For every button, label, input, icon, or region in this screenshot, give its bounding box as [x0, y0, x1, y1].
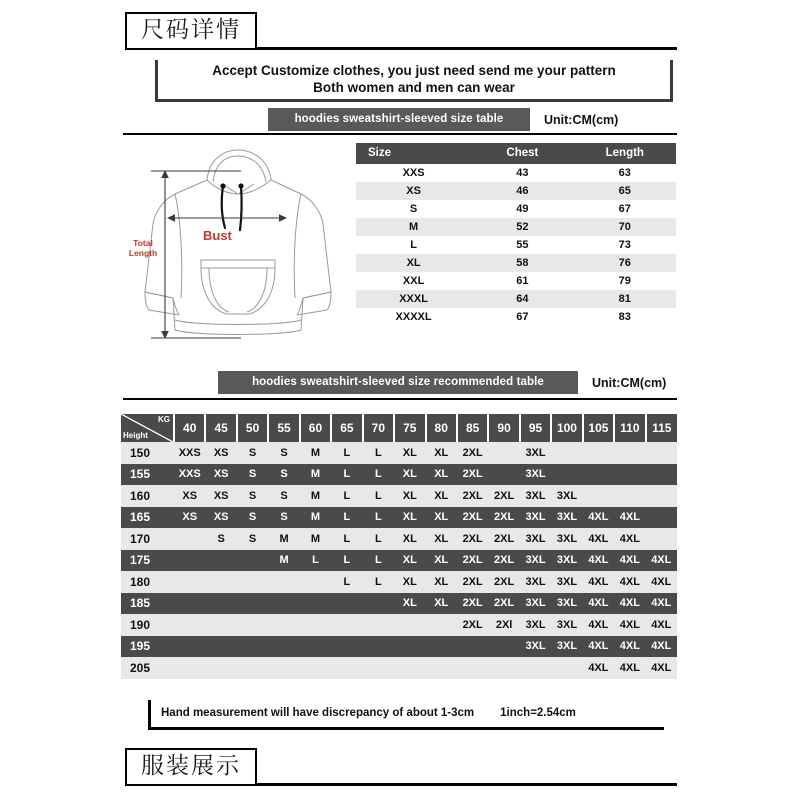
- length-cell: 76: [574, 254, 676, 272]
- matrix-weight-header: 100: [551, 414, 582, 442]
- matrix-cell: XL: [394, 593, 425, 615]
- matrix-cell: XS: [205, 464, 236, 486]
- matrix-cell: [457, 657, 488, 679]
- matrix-cell: 4XL: [646, 657, 677, 679]
- matrix-cell: S: [237, 507, 268, 529]
- matrix-cell: 4XL: [646, 571, 677, 593]
- matrix-cell: [237, 593, 268, 615]
- matrix-row: [121, 593, 677, 615]
- size-table-col-length: Length: [574, 143, 676, 164]
- matrix-cell: [646, 464, 677, 486]
- matrix-cell: S: [268, 485, 299, 507]
- size-table: [356, 143, 676, 326]
- matrix-cell: 4XL: [614, 593, 645, 615]
- matrix-cell: XL: [426, 550, 457, 572]
- customize-notice: [155, 60, 673, 102]
- length-cell: 73: [574, 236, 676, 254]
- matrix-row: [121, 507, 677, 529]
- matrix-cell: 4XL: [646, 550, 677, 572]
- table-row: [356, 254, 676, 272]
- matrix-cell: [300, 636, 331, 658]
- matrix-cell: [363, 614, 394, 636]
- matrix-cell: [488, 442, 519, 464]
- matrix-cell: XS: [205, 442, 236, 464]
- matrix-cell: L: [363, 571, 394, 593]
- matrix-cell: [363, 593, 394, 615]
- chest-cell: 61: [471, 272, 573, 290]
- matrix-corner-height-label: Height: [123, 431, 148, 440]
- matrix-cell: 2XL: [457, 442, 488, 464]
- matrix-cell: 3XL: [551, 571, 582, 593]
- matrix-cell: 3XL: [551, 507, 582, 529]
- matrix-weight-header: 110: [614, 414, 645, 442]
- matrix-cell: S: [268, 507, 299, 529]
- matrix-cell: 2XL: [457, 550, 488, 572]
- matrix-cell: [205, 593, 236, 615]
- matrix-cell: [646, 485, 677, 507]
- matrix-cell: XL: [426, 507, 457, 529]
- matrix-cell: [520, 657, 551, 679]
- matrix-row: [121, 528, 677, 550]
- matrix-cell: [583, 464, 614, 486]
- chest-cell: 55: [471, 236, 573, 254]
- matrix-height-label: 190: [121, 614, 174, 636]
- recommend-table-unit: Unit:CM(cm): [592, 375, 667, 390]
- recommend-banner-row: [218, 371, 666, 394]
- matrix-corner-cell: [121, 414, 174, 442]
- matrix-cell: [300, 571, 331, 593]
- length-cell: 83: [574, 308, 676, 326]
- size-cell: XL: [356, 254, 471, 272]
- matrix-cell: [237, 657, 268, 679]
- matrix-cell: [331, 636, 362, 658]
- matrix-cell: L: [331, 485, 362, 507]
- matrix-cell: L: [300, 550, 331, 572]
- matrix-cell: [300, 614, 331, 636]
- matrix-cell: L: [363, 442, 394, 464]
- matrix-cell: [300, 657, 331, 679]
- matrix-height-label: 180: [121, 571, 174, 593]
- matrix-cell: 4XL: [646, 614, 677, 636]
- matrix-cell: 4XL: [614, 657, 645, 679]
- matrix-cell: 3XL: [551, 636, 582, 658]
- matrix-cell: [174, 614, 205, 636]
- matrix-cell: 2XL: [457, 571, 488, 593]
- matrix-cell: [551, 464, 582, 486]
- matrix-cell: XL: [426, 464, 457, 486]
- matrix-cell: 3XL: [551, 485, 582, 507]
- matrix-cell: M: [300, 464, 331, 486]
- matrix-height-label: 160: [121, 485, 174, 507]
- matrix-cell: 4XL: [614, 550, 645, 572]
- matrix-weight-header: 115: [646, 414, 677, 442]
- matrix-weight-header: 70: [363, 414, 394, 442]
- size-cell: L: [356, 236, 471, 254]
- matrix-cell: [614, 442, 645, 464]
- total-length-line-1: Total: [133, 238, 153, 248]
- matrix-cell: [394, 614, 425, 636]
- matrix-cell: S: [268, 464, 299, 486]
- matrix-cell: [488, 464, 519, 486]
- matrix-weight-header: 40: [174, 414, 205, 442]
- matrix-cell: [205, 636, 236, 658]
- matrix-cell: [426, 636, 457, 658]
- matrix-cell: 2XL: [457, 464, 488, 486]
- chest-cell: 58: [471, 254, 573, 272]
- section-rule: [255, 783, 677, 786]
- matrix-cell: 4XL: [583, 636, 614, 658]
- total-length-line-2: Length: [128, 248, 158, 258]
- matrix-cell: [237, 550, 268, 572]
- size-table-banner-row: [268, 108, 618, 131]
- matrix-cell: [205, 657, 236, 679]
- matrix-cell: [488, 636, 519, 658]
- matrix-corner-kg-label: KG: [158, 415, 170, 424]
- matrix-cell: [268, 571, 299, 593]
- matrix-cell: 3XL: [520, 528, 551, 550]
- matrix-cell: S: [237, 528, 268, 550]
- size-cell: XXXXL: [356, 308, 471, 326]
- matrix-cell: [205, 571, 236, 593]
- matrix-height-label: 195: [121, 636, 174, 658]
- length-cell: 65: [574, 182, 676, 200]
- matrix-cell: 4XL: [583, 571, 614, 593]
- matrix-cell: 4XL: [646, 636, 677, 658]
- bust-label: Bust: [203, 228, 232, 243]
- section-head-apparel-display: [125, 748, 677, 786]
- matrix-cell: XL: [426, 593, 457, 615]
- customize-line-1: Accept Customize clothes, you just need send me your pattern: [212, 63, 616, 78]
- matrix-weight-header: 60: [300, 414, 331, 442]
- matrix-cell: [363, 657, 394, 679]
- chest-cell: 52: [471, 218, 573, 236]
- chest-cell: 67: [471, 308, 573, 326]
- matrix-cell: [174, 636, 205, 658]
- matrix-cell: 3XL: [551, 614, 582, 636]
- matrix-cell: [646, 528, 677, 550]
- matrix-cell: [614, 485, 645, 507]
- matrix-row: [121, 571, 677, 593]
- size-cell: XXL: [356, 272, 471, 290]
- table-row: [356, 164, 676, 182]
- matrix-cell: 2XL: [457, 507, 488, 529]
- matrix-cell: [268, 657, 299, 679]
- size-table-col-size: Size: [356, 143, 471, 164]
- matrix-row: [121, 485, 677, 507]
- matrix-cell: L: [363, 528, 394, 550]
- matrix-cell: [583, 485, 614, 507]
- matrix-weight-header: 90: [488, 414, 519, 442]
- matrix-cell: [551, 442, 582, 464]
- table-row: [356, 272, 676, 290]
- size-cell: M: [356, 218, 471, 236]
- table-row: [356, 236, 676, 254]
- matrix-cell: 3XL: [520, 593, 551, 615]
- chest-cell: 46: [471, 182, 573, 200]
- matrix-cell: L: [331, 528, 362, 550]
- matrix-cell: S: [268, 442, 299, 464]
- matrix-cell: L: [363, 507, 394, 529]
- length-cell: 79: [574, 272, 676, 290]
- matrix-cell: [174, 550, 205, 572]
- matrix-cell: L: [331, 507, 362, 529]
- matrix-height-label: 155: [121, 464, 174, 486]
- hoodie-illustration: [123, 142, 353, 352]
- matrix-cell: XL: [394, 442, 425, 464]
- matrix-height-label: 175: [121, 550, 174, 572]
- matrix-cell: 2XL: [488, 507, 519, 529]
- matrix-cell: XS: [174, 507, 205, 529]
- matrix-row: [121, 550, 677, 572]
- divider-under-size-banner: [123, 133, 677, 135]
- total-length-label: [125, 238, 161, 258]
- matrix-cell: [331, 593, 362, 615]
- matrix-cell: L: [331, 571, 362, 593]
- matrix-cell: 3XL: [520, 550, 551, 572]
- matrix-cell: [394, 657, 425, 679]
- matrix-row: [121, 464, 677, 486]
- matrix-weight-header: 45: [205, 414, 236, 442]
- matrix-weight-header: 85: [457, 414, 488, 442]
- matrix-row: [121, 442, 677, 464]
- matrix-cell: [268, 593, 299, 615]
- chest-cell: 64: [471, 290, 573, 308]
- matrix-cell: L: [331, 442, 362, 464]
- length-cell: 63: [574, 164, 676, 182]
- matrix-cell: XL: [394, 507, 425, 529]
- matrix-row: [121, 614, 677, 636]
- matrix-cell: XS: [205, 507, 236, 529]
- length-cell: 70: [574, 218, 676, 236]
- matrix-body: [121, 442, 677, 679]
- matrix-cell: M: [268, 550, 299, 572]
- section-head-size-details: [125, 12, 677, 50]
- table-row: [356, 182, 676, 200]
- matrix-cell: 3XL: [520, 614, 551, 636]
- matrix-cell: L: [363, 464, 394, 486]
- size-cell: XXS: [356, 164, 471, 182]
- matrix-cell: S: [237, 464, 268, 486]
- matrix-cell: S: [237, 442, 268, 464]
- matrix-cell: 3XL: [551, 593, 582, 615]
- table-row: [356, 200, 676, 218]
- matrix-cell: XL: [426, 528, 457, 550]
- matrix-cell: [488, 657, 519, 679]
- matrix-cell: [457, 636, 488, 658]
- size-cell: XXXL: [356, 290, 471, 308]
- matrix-cell: 2XL: [457, 485, 488, 507]
- table-row: [356, 308, 676, 326]
- matrix-header-row: [121, 414, 677, 442]
- matrix-cell: 4XL: [614, 528, 645, 550]
- matrix-cell: XL: [394, 464, 425, 486]
- matrix-cell: XL: [426, 571, 457, 593]
- matrix-cell: 3XL: [520, 636, 551, 658]
- size-cell: XS: [356, 182, 471, 200]
- matrix-cell: [268, 636, 299, 658]
- matrix-cell: [583, 442, 614, 464]
- matrix-cell: 4XL: [583, 550, 614, 572]
- matrix-cell: [174, 657, 205, 679]
- matrix-cell: 3XL: [551, 528, 582, 550]
- matrix-cell: 2XL: [457, 528, 488, 550]
- measurement-note-text: Hand measurement will have discrepancy of about 1-3cm: [161, 707, 475, 719]
- matrix-cell: L: [363, 550, 394, 572]
- matrix-cell: XL: [394, 485, 425, 507]
- matrix-weight-header: 95: [520, 414, 551, 442]
- matrix-cell: 3XL: [520, 571, 551, 593]
- matrix-cell: L: [331, 464, 362, 486]
- matrix-cell: 3XL: [520, 464, 551, 486]
- matrix-cell: M: [300, 528, 331, 550]
- matrix-cell: XXS: [174, 464, 205, 486]
- matrix-weight-header: 105: [583, 414, 614, 442]
- size-details-title: 尺码详情: [125, 12, 257, 50]
- matrix-cell: [237, 636, 268, 658]
- size-table-banner: hoodies sweatshirt-sleeved size table: [268, 108, 530, 131]
- size-table-header-row: [356, 143, 676, 164]
- matrix-cell: 2XL: [488, 550, 519, 572]
- length-cell: 81: [574, 290, 676, 308]
- matrix-cell: [426, 657, 457, 679]
- matrix-cell: 3XL: [520, 442, 551, 464]
- size-cell: S: [356, 200, 471, 218]
- matrix-weight-header: 50: [237, 414, 268, 442]
- matrix-cell: 4XL: [614, 571, 645, 593]
- matrix-row: [121, 636, 677, 658]
- matrix-cell: [551, 657, 582, 679]
- matrix-cell: [331, 614, 362, 636]
- matrix-cell: [174, 528, 205, 550]
- inch-conversion-text: 1inch=2.54cm: [500, 707, 576, 719]
- matrix-weight-header: 55: [268, 414, 299, 442]
- matrix-row: [121, 657, 677, 679]
- size-table-col-chest: Chest: [471, 143, 573, 164]
- matrix-cell: 3XL: [551, 550, 582, 572]
- divider-under-recommend-banner: [123, 398, 677, 400]
- matrix-cell: [300, 593, 331, 615]
- matrix-cell: [237, 614, 268, 636]
- matrix-cell: M: [300, 485, 331, 507]
- matrix-cell: 4XL: [583, 507, 614, 529]
- matrix-cell: [363, 636, 394, 658]
- table-row: [356, 290, 676, 308]
- matrix-height-label: 205: [121, 657, 174, 679]
- matrix-cell: XL: [394, 550, 425, 572]
- matrix-cell: [646, 507, 677, 529]
- matrix-cell: [426, 614, 457, 636]
- matrix-cell: 4XL: [583, 528, 614, 550]
- section-rule: [255, 47, 677, 50]
- recommend-matrix: [121, 414, 677, 679]
- matrix-cell: XS: [205, 485, 236, 507]
- matrix-cell: 2XL: [457, 614, 488, 636]
- matrix-cell: XL: [394, 528, 425, 550]
- recommend-table-banner: hoodies sweatshirt-sleeved size recommended table: [218, 371, 578, 394]
- matrix-cell: 2XL: [488, 593, 519, 615]
- matrix-cell: L: [363, 485, 394, 507]
- table-row: [356, 218, 676, 236]
- matrix-cell: 4XL: [614, 614, 645, 636]
- measurement-note: [148, 700, 664, 730]
- matrix-cell: [394, 636, 425, 658]
- matrix-cell: [331, 657, 362, 679]
- matrix-cell: 4XL: [614, 507, 645, 529]
- length-cell: 67: [574, 200, 676, 218]
- matrix-cell: 4XL: [583, 614, 614, 636]
- chest-cell: 49: [471, 200, 573, 218]
- matrix-cell: XS: [174, 485, 205, 507]
- matrix-cell: M: [300, 442, 331, 464]
- matrix-height-label: 150: [121, 442, 174, 464]
- matrix-cell: M: [300, 507, 331, 529]
- matrix-cell: 2XL: [488, 528, 519, 550]
- matrix-cell: 3XL: [520, 485, 551, 507]
- matrix-cell: [174, 593, 205, 615]
- customize-line-2: Both women and men can wear: [313, 80, 515, 95]
- matrix-cell: XL: [426, 442, 457, 464]
- matrix-cell: S: [237, 485, 268, 507]
- matrix-cell: [614, 464, 645, 486]
- matrix-cell: 4XL: [583, 657, 614, 679]
- matrix-cell: L: [331, 550, 362, 572]
- matrix-cell: [237, 571, 268, 593]
- size-table-unit: Unit:CM(cm): [544, 112, 619, 127]
- matrix-cell: M: [268, 528, 299, 550]
- matrix-cell: 3XL: [520, 507, 551, 529]
- matrix-height-label: 165: [121, 507, 174, 529]
- matrix-cell: XL: [394, 571, 425, 593]
- matrix-cell: 4XL: [614, 636, 645, 658]
- matrix-cell: 4XL: [646, 593, 677, 615]
- matrix-cell: [268, 614, 299, 636]
- matrix-cell: XXS: [174, 442, 205, 464]
- matrix-weight-header: 65: [331, 414, 362, 442]
- chest-cell: 43: [471, 164, 573, 182]
- matrix-cell: 2XL: [488, 485, 519, 507]
- matrix-cell: [205, 550, 236, 572]
- matrix-height-label: 185: [121, 593, 174, 615]
- matrix-cell: [174, 571, 205, 593]
- matrix-weight-header: 80: [426, 414, 457, 442]
- matrix-cell: 2XL: [457, 593, 488, 615]
- matrix-cell: 2XL: [488, 571, 519, 593]
- apparel-display-title: 服装展示: [125, 748, 257, 786]
- matrix-weight-header: 75: [394, 414, 425, 442]
- matrix-cell: [646, 442, 677, 464]
- matrix-height-label: 170: [121, 528, 174, 550]
- matrix-cell: 2Xl: [488, 614, 519, 636]
- matrix-cell: [205, 614, 236, 636]
- matrix-cell: 4XL: [583, 593, 614, 615]
- matrix-cell: S: [205, 528, 236, 550]
- matrix-cell: XL: [426, 485, 457, 507]
